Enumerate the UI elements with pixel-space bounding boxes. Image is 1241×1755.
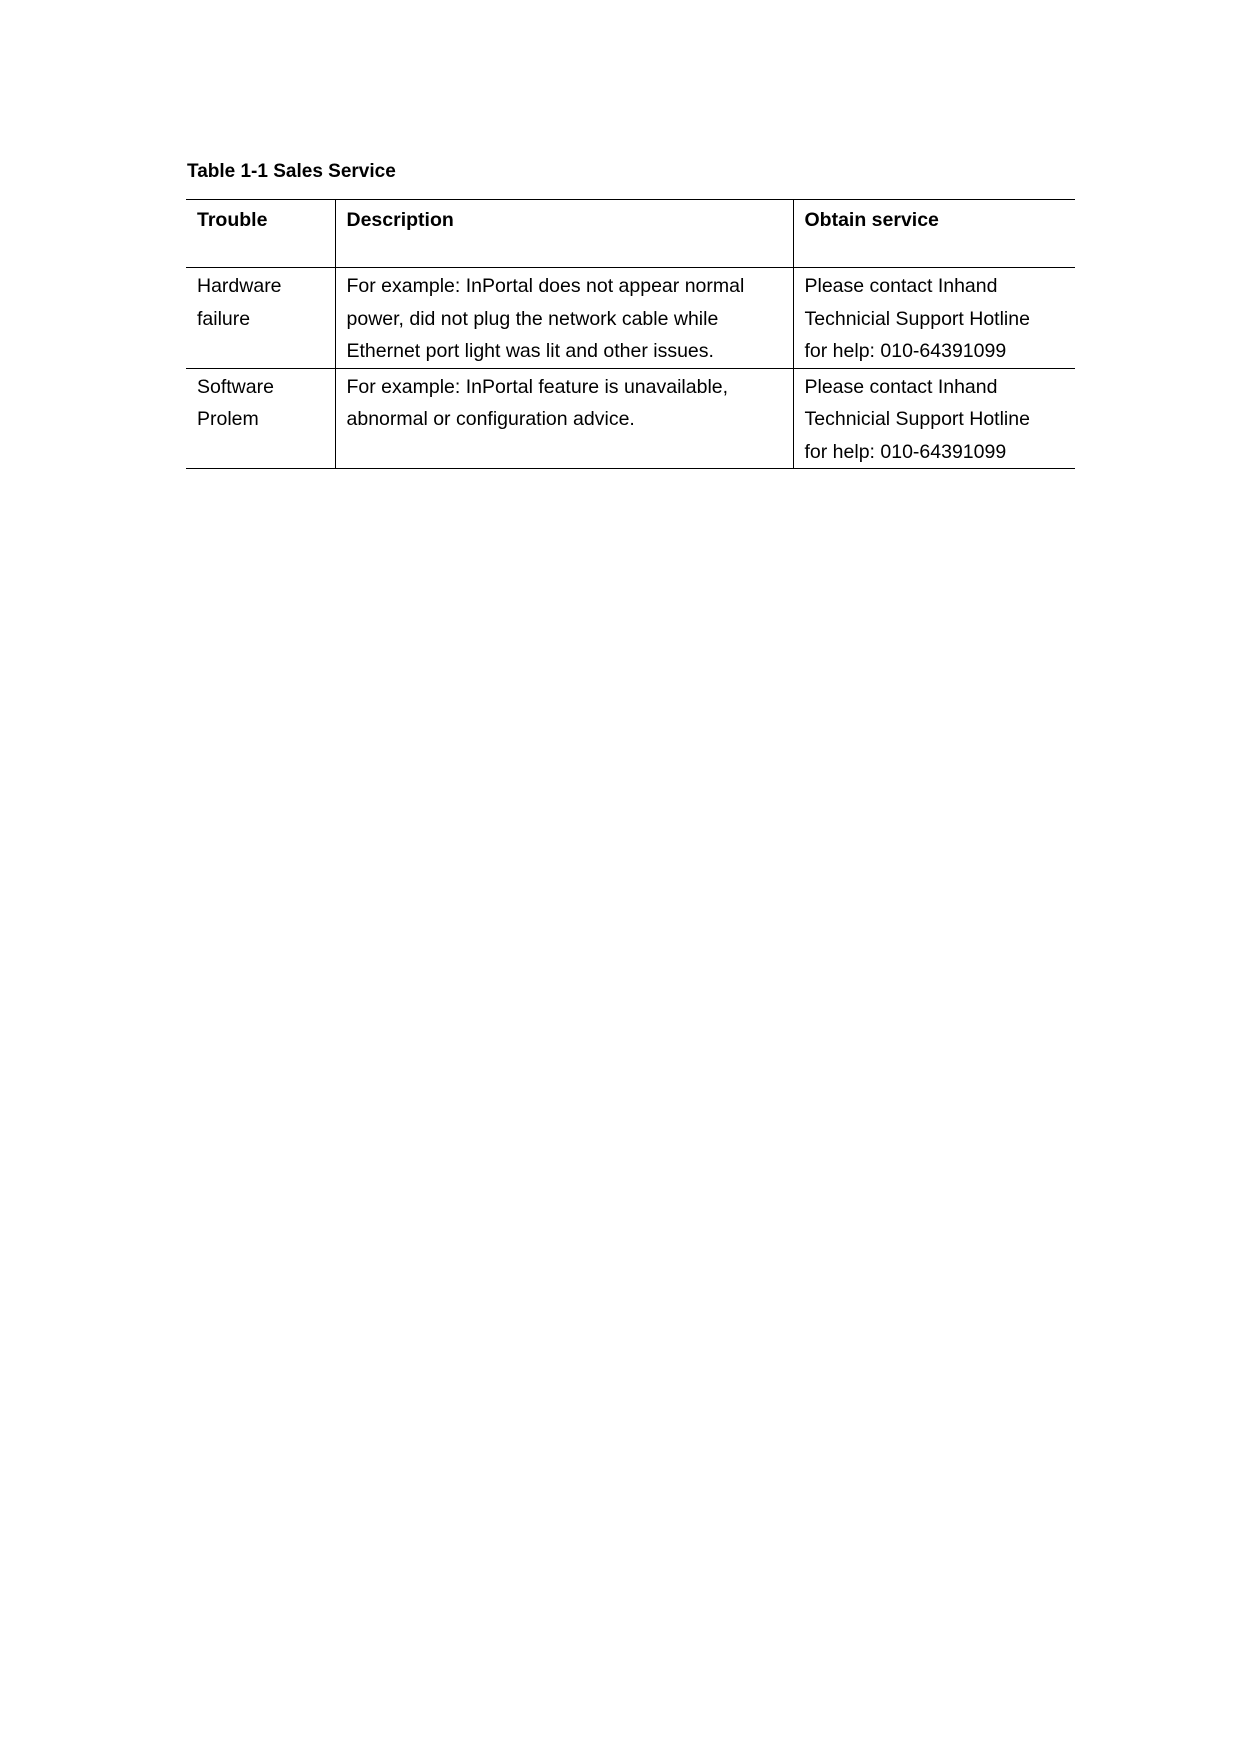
table-header-row <box>186 200 1075 268</box>
cell-description <box>335 268 793 369</box>
header-description: Description <box>335 200 793 268</box>
header-trouble: Trouble <box>186 200 335 268</box>
cell-line: Hardware <box>197 275 282 297</box>
cell-description <box>335 368 793 469</box>
cell-line: For example: InPortal feature is unavailable, <box>346 375 729 398</box>
cell-line: power, did not plug the network cable while <box>346 307 719 330</box>
cell-trouble <box>186 368 335 469</box>
header-obtain-service: Obtain service <box>793 200 1075 268</box>
cell-line: for help: 010-64391099 <box>804 340 1007 362</box>
cell-line: Technicial Support Hotline <box>804 408 1030 430</box>
table-caption: Table 1-1 Sales Service <box>187 161 396 182</box>
cell-line: failure <box>197 307 251 330</box>
cell-line: Software <box>197 375 274 398</box>
cell-obtain-service <box>793 268 1075 369</box>
cell-line: For example: InPortal does not appear normal <box>346 275 745 297</box>
cell-line: for help: 010-64391099 <box>804 440 1007 463</box>
cell-trouble <box>186 268 335 369</box>
cell-line: Please contact Inhand <box>804 275 998 297</box>
table-row <box>186 268 1075 369</box>
cell-obtain-service <box>793 368 1075 469</box>
cell-line: abnormal or configuration advice. <box>346 408 635 430</box>
cell-line: Please contact Inhand <box>804 375 998 398</box>
cell-line: Ethernet port light was lit and other issues. <box>346 340 714 362</box>
table-row <box>186 368 1075 469</box>
sales-service-table <box>186 199 1075 469</box>
cell-line: Technicial Support Hotline <box>804 307 1030 330</box>
cell-line: Prolem <box>197 408 259 430</box>
